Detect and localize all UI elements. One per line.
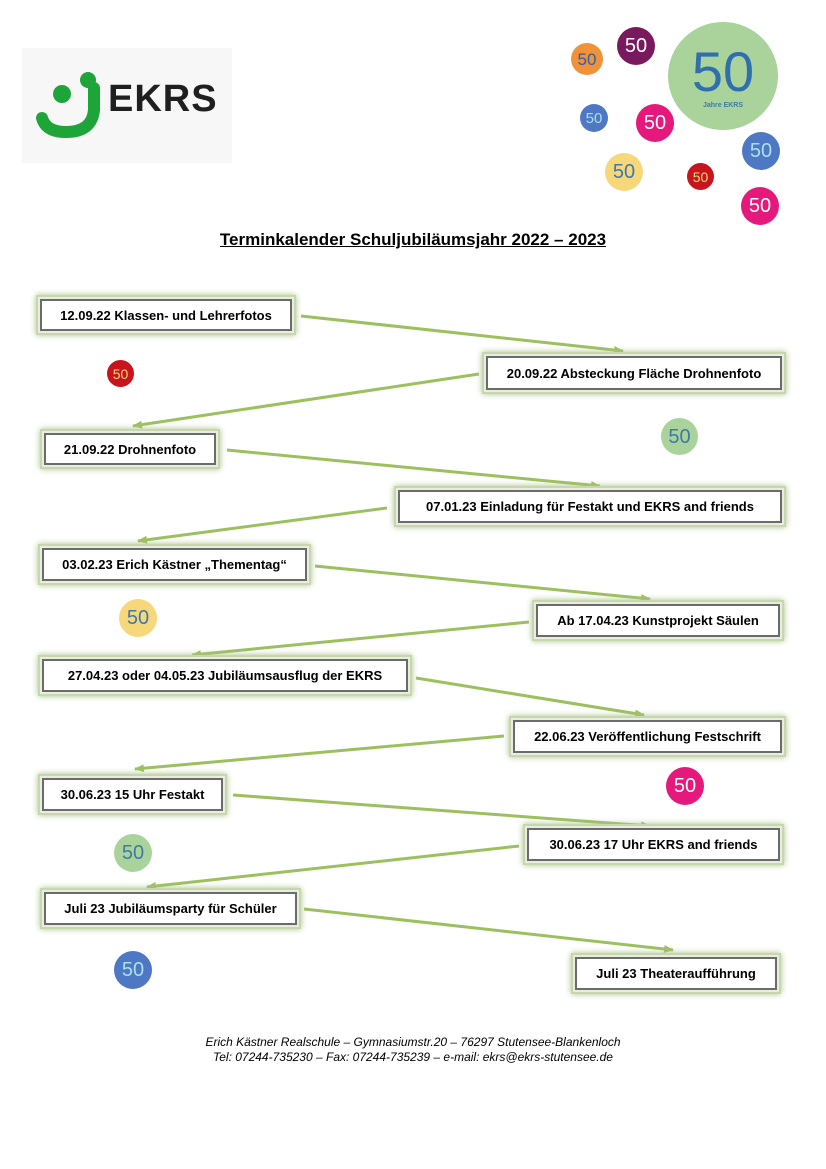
jubilee-badge: 50	[636, 104, 674, 142]
event-box: 27.04.23 oder 04.05.23 Jubiläumsausflug der EKRS	[42, 659, 408, 692]
jubilee-badge: 50	[742, 132, 780, 170]
footer	[0, 1035, 826, 1065]
jubilee-badge: 50	[661, 418, 698, 455]
jubilee-badge: 50	[580, 104, 608, 132]
timeline-arrow	[227, 450, 600, 486]
timeline-arrow	[233, 795, 650, 826]
event-box: 21.09.22 Drohnenfoto	[44, 433, 216, 465]
event-box: Juli 23 Theateraufführung	[575, 957, 777, 990]
timeline-arrow	[138, 508, 387, 541]
event-box: 03.02.23 Erich Kästner „Thementag“	[42, 548, 307, 581]
event-box: Ab 17.04.23 Kunstprojekt Säulen	[536, 604, 780, 637]
jubilee-badge: 50	[119, 599, 157, 637]
jubilee-badge: 50	[114, 951, 152, 989]
jubilee-badge: 50	[666, 767, 704, 805]
event-box: 30.06.23 15 Uhr Festakt	[42, 778, 223, 811]
timeline-arrow	[135, 736, 504, 769]
timeline-arrow	[133, 374, 479, 426]
timeline-arrow	[304, 909, 673, 950]
timeline-arrow	[192, 622, 529, 655]
jubilee-badge: 50	[114, 834, 152, 872]
jubilee-main-number: 50	[691, 39, 755, 103]
footer-contact: Tel: 07244-735230 – Fax: 07244-735239 – e-mail: ekrs@ekrs-stutensee.de	[213, 1050, 613, 1064]
event-box: 12.09.22 Klassen- und Lehrerfotos	[40, 299, 292, 331]
event-box: 30.06.23 17 Uhr EKRS and friends	[527, 828, 780, 861]
timeline-arrow	[147, 846, 519, 887]
logo-text: EKRS	[108, 78, 218, 120]
jubilee-badge: 50	[687, 163, 714, 190]
timeline-arrow	[301, 316, 623, 351]
event-box: 07.01.23 Einladung für Festakt und EKRS and friends	[398, 490, 782, 523]
page-title: Terminkalender Schuljubiläumsjahr 2022 – 2023	[219, 230, 607, 249]
event-box: Juli 23 Jubiläumsparty für Schüler	[44, 892, 297, 925]
jubilee-badge: 50	[617, 27, 655, 65]
footer-address: Erich Kästner Realschule – Gymnasiumstr.20 – 76297 Stutensee-Blankenloch	[205, 1035, 621, 1049]
timeline-arrow	[416, 678, 644, 715]
jubilee-badge: 50	[741, 187, 779, 225]
timeline-arrow	[315, 566, 650, 599]
event-box: 22.06.23 Veröffentlichung Festschrift	[513, 720, 782, 753]
event-box: 20.09.22 Absteckung Fläche Drohnenfoto	[486, 356, 782, 390]
jubilee-badge: 50	[605, 153, 643, 191]
jubilee-badge: 50	[107, 360, 134, 387]
jubilee-badge: 50	[571, 43, 603, 75]
jubilee-main-subtitle: Jahre EKRS	[702, 101, 744, 109]
